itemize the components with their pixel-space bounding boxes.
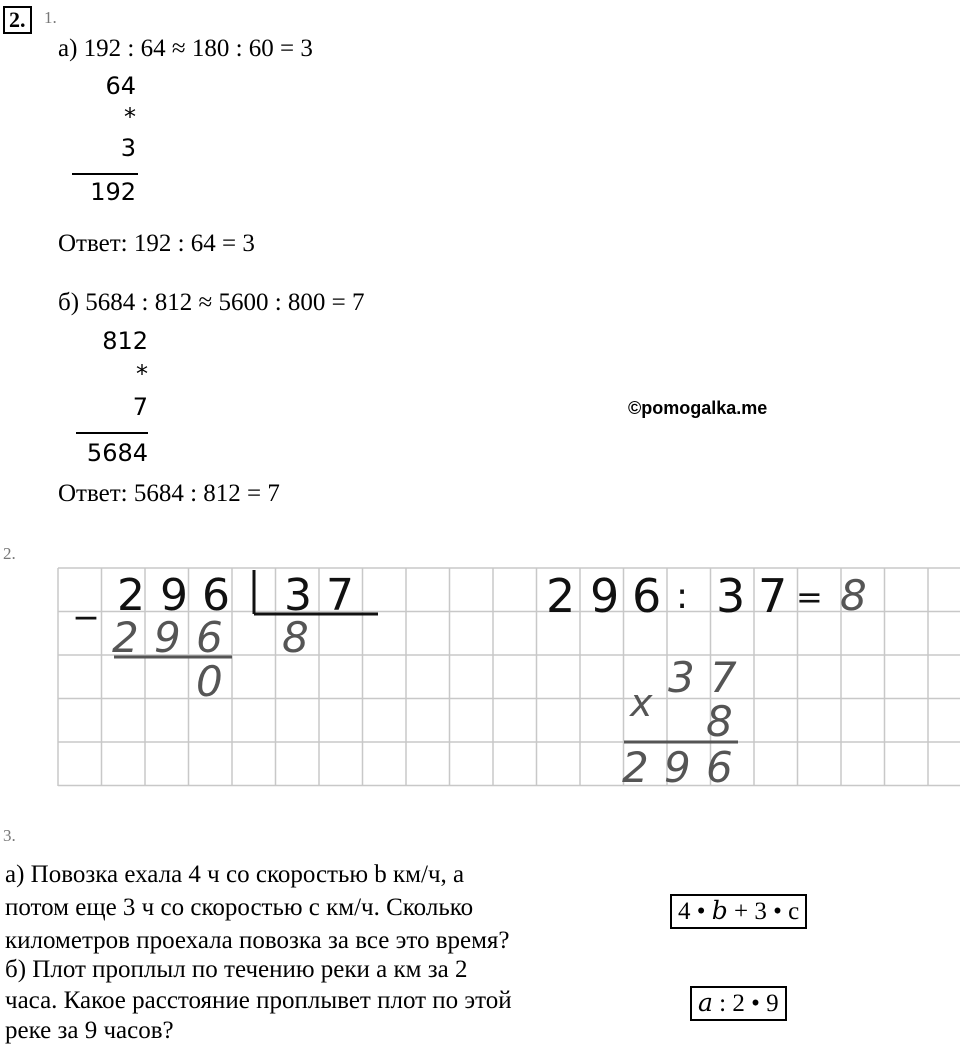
check-multiplier: 8 — [706, 697, 733, 746]
equation-dividend-digit: 9 — [590, 569, 620, 623]
part1b-multiplicand: 812 — [102, 327, 148, 355]
division-divisor-digit: 3 — [284, 570, 312, 621]
formula-b-box — [690, 986, 787, 1021]
formula-b-v: a — [698, 988, 713, 1017]
check-multiplicand-digit: 3 — [668, 653, 695, 702]
part1b-expression: б) 5684 : 812 ≈ 5600 : 800 = 7 — [58, 289, 365, 316]
part3b-line: б) Плот проплыл по течению реки а км за 2 — [5, 956, 468, 983]
formula-b-colon: : — [719, 990, 727, 1017]
division-dividend-digit: 2 — [117, 570, 145, 621]
division-dividend-digit: 9 — [160, 570, 188, 621]
part3b-line: реке за 9 часов? — [5, 1017, 174, 1044]
task-number-box: 2. — [3, 6, 32, 34]
formula-a-v2: c — [788, 898, 800, 925]
division-subtrahend-digit: 9 — [154, 613, 181, 662]
equation-divisor-digit: 7 — [758, 569, 788, 623]
division-remainder: 0 — [196, 657, 223, 706]
part1a-operator: * — [124, 103, 136, 131]
part1a-answer: Ответ: 192 : 64 = 3 — [58, 230, 255, 257]
division-dividend-digit: 6 — [202, 570, 230, 621]
check-product-digit: 9 — [664, 743, 691, 792]
part1b-product: 5684 — [86, 439, 148, 467]
part1b-line — [76, 432, 148, 434]
part1a-line — [72, 173, 138, 175]
equation-equals: = — [796, 578, 823, 616]
check-multiplicand-digit: 7 — [710, 653, 737, 702]
part1b-operator: * — [136, 360, 148, 388]
formula-a-box — [670, 894, 807, 929]
check-sign: x — [630, 681, 653, 725]
formula-a-v1: b — [711, 896, 728, 925]
part1a-expression: а) 192 : 64 ≈ 180 : 60 = 3 — [58, 35, 313, 62]
part3b-line: часа. Какое расстояние проплывет плот по этой — [5, 987, 512, 1014]
formula-a-dot: • — [773, 898, 782, 925]
division-subtrahend-digit: 6 — [196, 613, 223, 662]
part1-number: 1. — [44, 8, 57, 27]
formula-a-plus: + — [734, 898, 749, 925]
formula-b-n2: 9 — [766, 990, 779, 1017]
formula-b-n1: 2 — [732, 990, 745, 1017]
equation-colon: : — [676, 576, 689, 617]
formula-b-dot: • — [751, 990, 760, 1017]
part3a-line: потом еще 3 ч со скоростью с км/ч. Сколько — [5, 894, 474, 921]
division-quotient: 8 — [282, 613, 309, 662]
equation-result: 8 — [840, 571, 867, 620]
part1a-multiplicand: 64 — [105, 72, 136, 100]
grid-sheet — [0, 560, 960, 792]
check-product-digit: 6 — [706, 743, 733, 792]
equation-dividend-digit: 6 — [632, 569, 662, 623]
equation-dividend-digit: 2 — [546, 569, 576, 623]
division-divisor-digit: 7 — [326, 570, 354, 621]
division-minus: _ — [76, 574, 96, 620]
formula-a-n1: 4 — [678, 898, 691, 925]
watermark: ©pomogalka.me — [628, 398, 768, 418]
part2-number: 2. — [3, 544, 16, 563]
part1a-product: 192 — [90, 178, 136, 206]
check-product-digit: 2 — [622, 743, 649, 792]
part3a-line: километров проехала повозка за все это время? — [5, 927, 510, 954]
equation-divisor-digit: 3 — [716, 569, 746, 623]
formula-a-n2: 3 — [754, 898, 767, 925]
part3a-line: а) Повозка ехала 4 ч со скоростью b км/ч, а — [5, 861, 465, 888]
formula-a-dot: • — [696, 898, 706, 925]
part1a-multiplier: 3 — [120, 134, 136, 162]
division-subtrahend-digit: 2 — [112, 613, 139, 662]
part3-number: 3. — [3, 826, 16, 845]
part1b-answer: Ответ: 5684 : 812 = 7 — [58, 480, 280, 507]
part1b-multiplier: 7 — [132, 393, 148, 421]
